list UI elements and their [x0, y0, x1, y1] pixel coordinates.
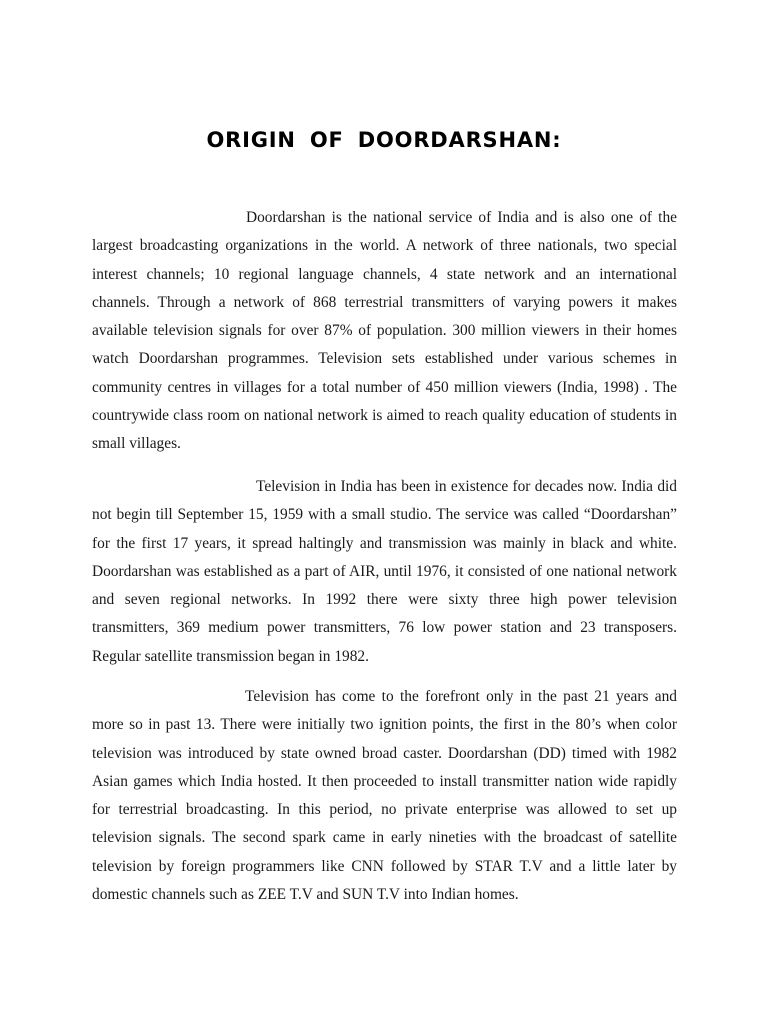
- page-title: ORIGIN OF DOORDARSHAN:: [206, 128, 562, 152]
- paragraph-television-growth: Television has come to the forefront only in the past 21 years and more so in past 13. There were initially two ignition points, the first in the 80’s when color television was introduced by state owned broad caster. Doordarshan (DD) timed with 1982 Asian games which India hosted. It then proceeded to install transmitter nation wide rapidly for terrestrial broadcasting. In this period, no private enterprise was allowed to set up television signals. The second spark came in early nineties with the broadcast of satellite television by foreign programmers like CNN followed by STAR T.V and a little later by domestic channels such as ZEE T.V and SUN T.V into Indian homes.: [92, 688, 677, 904]
- paragraph-television-history: Television in India has been in existence for decades now. India did not begin till September 15, 1959 with a small studio. The service was called “Doordarshan” for the first 17 years, it spread haltingly and transmission was mainly in black and white. Doordarshan was established as a part of AIR, until 1976, it consisted of one national network and seven regional networks. In 1992 there were sixty three high power television transmitters, 369 medium power transmitters, 76 low power station and 23 transposers. Regular satellite transmission began in 1982.: [92, 478, 677, 665]
- paragraph-doordarshan-overview: Doordarshan is the national service of India and is also one of the largest broadcasting organizations in the world. A network of three nationals, two special interest channels; 10 regional language channels, 4 state network and an international channels. Through a network of 868 terrestrial transmitters of varying powers it makes available television signals for over 87% of population. 300 million viewers in their homes watch Doordarshan programmes. Television sets established under various schemes in community centres in villages for a total number of 450 million viewers (India, 1998) . The countrywide class room on national network is aimed to reach quality education of students in small villages.: [92, 209, 677, 453]
